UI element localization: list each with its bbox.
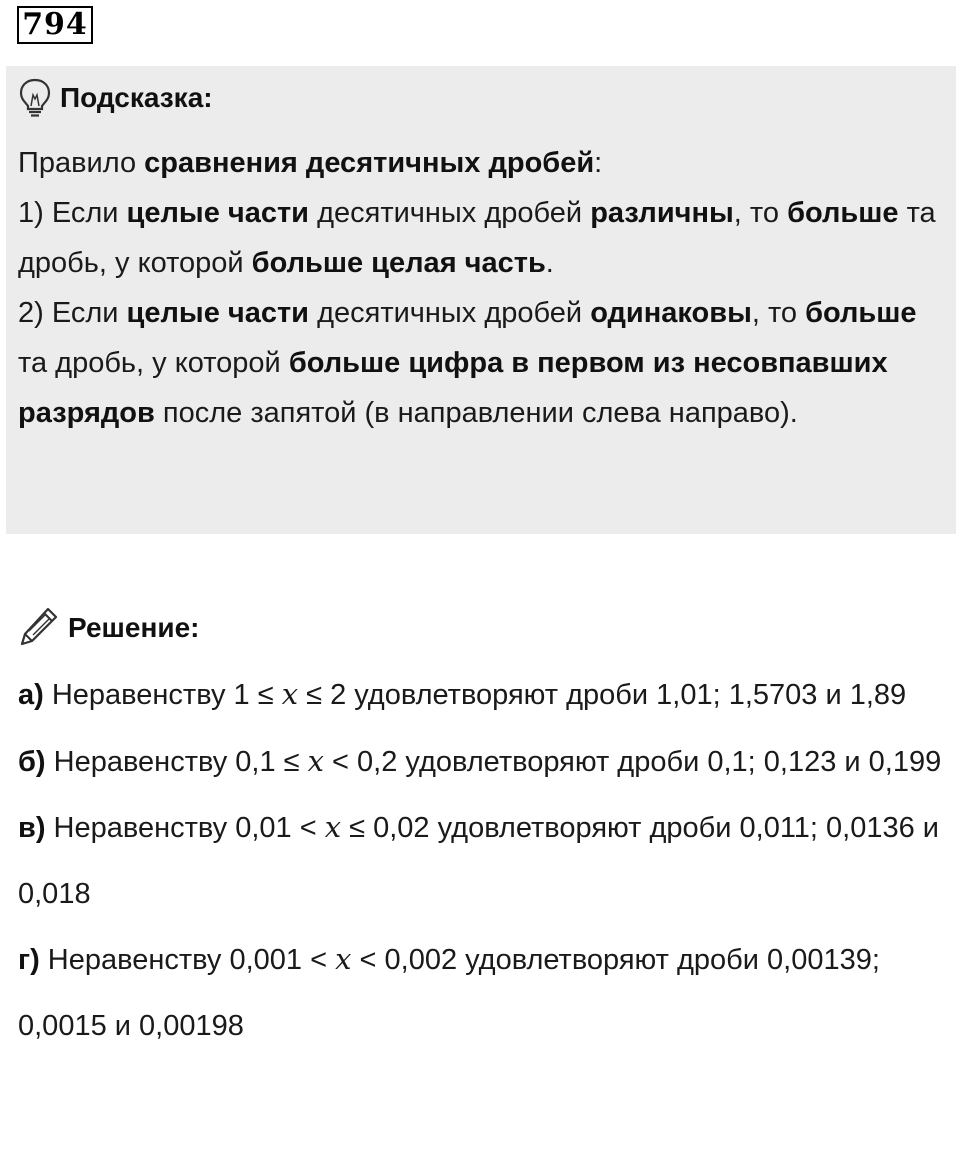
solution-item-b: б) Неравенству 0,1 ≤ 𝑥 < 0,2 удовлетворяют дроби 0,1; 0,123 и 0,199 [18, 743, 942, 778]
pencil-icon [18, 605, 60, 652]
hint-rule-2: 2) Если целые части десятичных дробей одинаковы, то больше та дробь, у которой больше цифра в первом из несовпавших разрядов после запятой (в направлении слева направо). [18, 297, 917, 429]
solution-item-a: а) Неравенству 1 ≤ 𝑥 ≤ 2 удовлетворяют дроби 1,01; 1,5703 и 1,89 [18, 677, 907, 711]
hint-rule-1: 1) Если целые части десятичных дробей различны, то больше та дробь, у которой больше целая часть. [18, 197, 936, 279]
lightbulb-icon [18, 78, 52, 118]
task-number: 794 [17, 6, 93, 44]
solution-item-g: г) Неравенству 0,001 < 𝑥 < 0,002 удовлетворяют дроби 0,00139; 0,0015 и 0,00198 [18, 942, 880, 1042]
hint-title: Подсказка: [60, 82, 213, 113]
hint-header [18, 78, 213, 118]
solution-item-v: в) Неравенству 0,01 < 𝑥 ≤ 0,02 удовлетворяют дроби 0,011; 0,0136 и 0,018 [18, 810, 940, 910]
solution-body [18, 662, 948, 1059]
hint-rule-intro: Правило сравнения десятичных дробей: [18, 147, 603, 179]
solution-header [18, 606, 199, 650]
solution-title: Решение: [68, 612, 200, 643]
hint-body [18, 138, 948, 438]
